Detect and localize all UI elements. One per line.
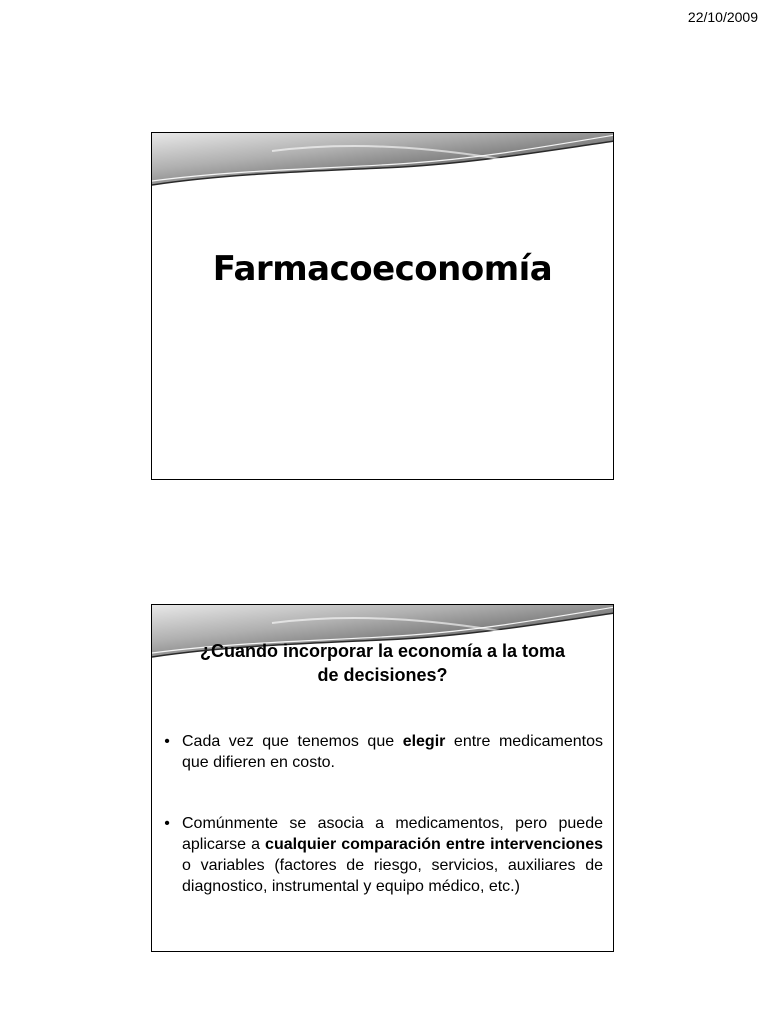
bullet-marker: • <box>164 815 170 832</box>
slide-header-decoration <box>152 133 614 193</box>
bullet-text: Cada vez que tenemos que <box>182 733 403 750</box>
slide-1-title: Farmacoeconomía <box>212 249 553 289</box>
bullet-item <box>160 813 603 897</box>
bullet-text: o variables (factores de riesgo, servicios, auxiliares de diagnostico, instrumental y equipo médico, etc.) <box>182 857 603 895</box>
bullet-text-bold: elegir <box>402 733 446 750</box>
page-date: 22/10/2009 <box>687 9 758 25</box>
bullet-marker: • <box>164 733 170 750</box>
bullet-text-bold: cualquier comparación entre intervenciones <box>265 836 603 853</box>
slide-2-title-line-1: ¿Cuando incorporar la economía a la toma <box>199 641 566 661</box>
bullet-item <box>160 731 603 773</box>
bullet-text: Comúnmente se asocia a medicamentos, pero puede aplicarse a <box>182 815 603 853</box>
slide-2 <box>151 604 614 952</box>
bullet-text: entre medicamentos que difieren en costo. <box>182 733 603 771</box>
slide-1 <box>151 132 614 480</box>
bullet-list <box>160 731 603 897</box>
slide-2-title-line-2: de decisiones? <box>317 665 448 685</box>
slide-2-title <box>162 639 603 687</box>
